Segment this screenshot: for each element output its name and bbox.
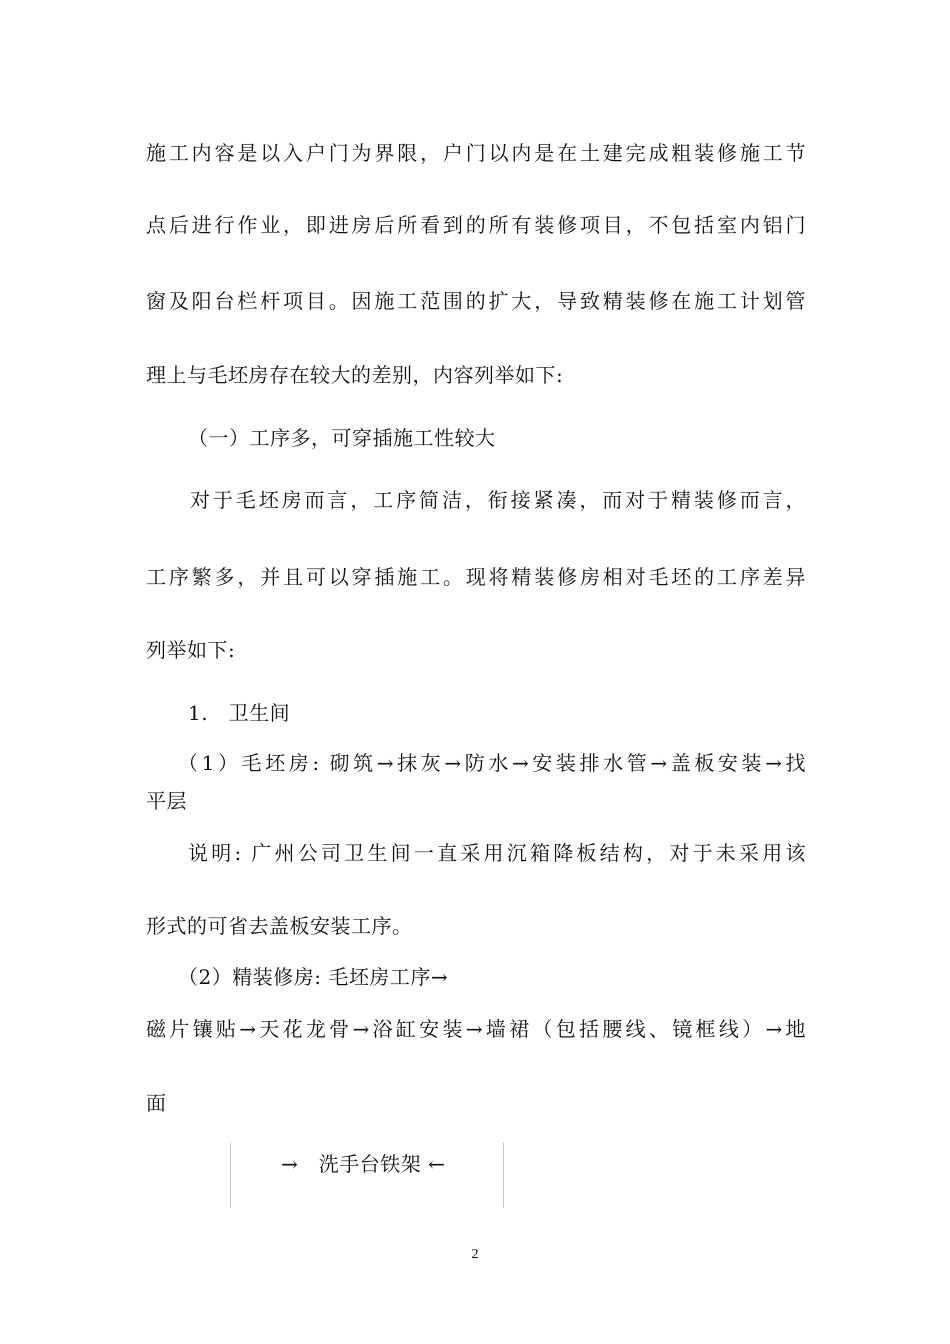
paragraph-line: 对于毛坯房而言，工序简洁，衔接紧凑，而对于精装修而言，	[190, 488, 806, 512]
flow-box-label: → 洗手台铁架 ←	[281, 1152, 446, 1176]
paragraph-line: 施工内容是以入户门为界限，户门以内是在土建完成粗装修施工节	[146, 141, 806, 165]
paragraph-line: 工序繁多，并且可以穿插施工。现将精装修房相对毛坯的工序差异	[146, 565, 806, 589]
paragraph-line: 磁片镶贴→天花龙骨→浴缸安装→墙裙（包括腰线、镜框线）→地	[146, 1017, 806, 1041]
paragraph-line: 窗及阳台栏杆项目。因施工范围的扩大，导致精装修在施工计划管	[146, 289, 806, 313]
paragraph-line: 面	[146, 1091, 167, 1115]
list-item-heading: 1. 卫生间	[188, 701, 291, 725]
paragraph-line: 列举如下:	[146, 638, 236, 662]
paragraph-line: 平层	[146, 789, 187, 813]
paragraph-line: 理上与毛坯房存在较大的差别，内容列举如下:	[146, 363, 564, 387]
section-heading: （一）工序多，可穿插施工性较大	[188, 426, 496, 450]
paragraph-line: （1）毛坯房: 砌筑→抹灰→防水→安装排水管→盖板安装→找	[178, 751, 806, 775]
page-number: 2	[471, 1247, 479, 1262]
paragraph-line: 点后进行作业，即进房后所看到的所有装修项目，不包括室内铝门	[146, 213, 806, 237]
note-line: 说明: 广州公司卫生间一直采用沉箱降板结构，对于未采用该	[188, 841, 806, 865]
note-line: 形式的可省去盖板安装工序。	[146, 914, 413, 938]
paragraph-line: （2）精装修房: 毛坯房工序→	[178, 965, 449, 989]
flow-box	[230, 1142, 504, 1208]
